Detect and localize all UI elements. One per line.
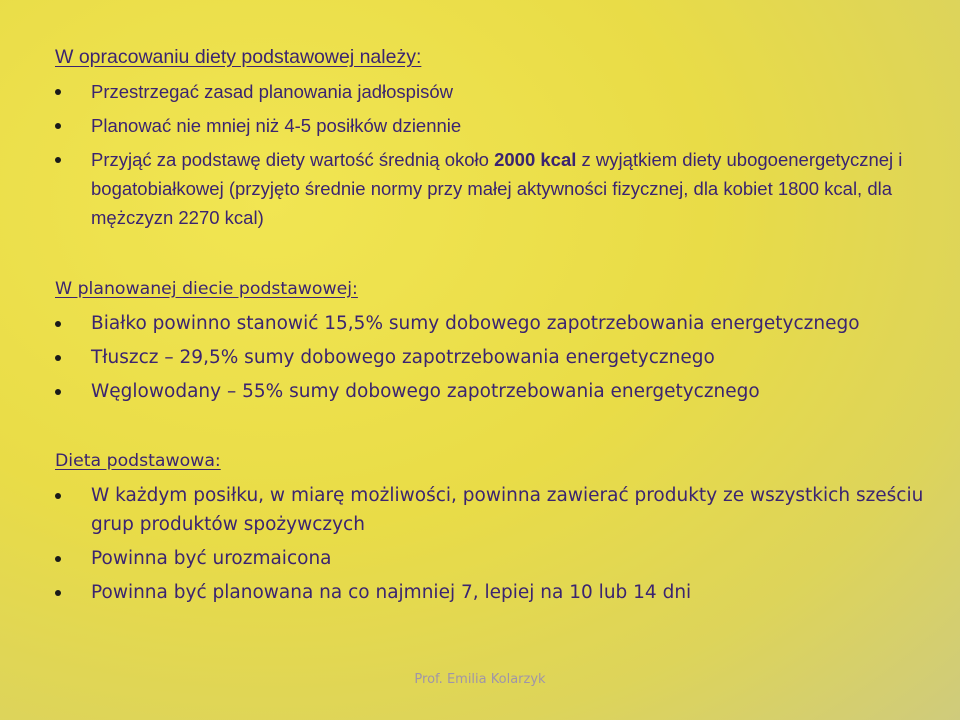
list-item — [55, 481, 925, 539]
list-item-text: Węglowodany – 55% sumy dobowego zapotrzebowania energetycznego — [91, 381, 760, 402]
bullet-icon — [55, 556, 61, 562]
list-item — [55, 77, 925, 106]
section-basic-diet — [55, 448, 925, 612]
bullet-icon — [55, 590, 61, 596]
list-item-text: Białko powinno stanowić 15,5% sumy dobowego zapotrzebowania energetycznego — [91, 313, 860, 334]
list-item-text-bold: 2000 kcal — [494, 149, 577, 170]
list-item — [55, 309, 925, 338]
bullet-list — [55, 481, 925, 607]
list-item-text: Przestrzegać zasad planowania jadłospisów — [91, 81, 453, 102]
section-diet-development — [55, 44, 925, 237]
section-heading: W opracowaniu diety podstawowej należy: — [55, 46, 422, 68]
bullet-icon — [55, 123, 61, 129]
list-item-text-after: z wyjątkiem diety ubogoenergetycznej i bogatobiałkowej (przyjęto średnie normy przy małej aktywności fizycznej, dla kobiet 1800 kcal, dla mężczyzn 2270 kcal) — [91, 149, 903, 228]
bullet-icon — [55, 89, 61, 95]
list-item-text: Powinna być planowana na co najmniej 7, lepiej na 10 lub 14 dni — [91, 582, 692, 603]
section-planned-diet — [55, 276, 925, 411]
bullet-icon — [55, 493, 61, 499]
bullet-icon — [55, 321, 61, 327]
list-item-text: Powinna być urozmaicona — [91, 548, 332, 569]
list-item — [55, 544, 925, 573]
section-heading: Dieta podstawowa: — [55, 451, 221, 471]
bullet-icon — [55, 389, 61, 395]
list-item — [55, 145, 925, 232]
list-item-text: Planować nie mniej niż 4-5 posiłków dziennie — [91, 115, 462, 136]
bullet-list — [55, 309, 925, 406]
list-item — [55, 343, 925, 372]
footer-author: Prof. Emilia Kolarzyk — [414, 672, 546, 687]
bullet-list — [55, 77, 925, 232]
bullet-icon — [55, 157, 61, 163]
list-item-text: W każdym posiłku, w miarę możliwości, powinna zawierać produkty ze wszystkich sześciu grup produktów spożywczych — [91, 485, 924, 535]
list-item-text-before: Przyjąć za podstawę diety wartość średnią około — [91, 149, 495, 170]
list-item — [55, 377, 925, 406]
section-heading: W planowanej diecie podstawowej: — [55, 279, 358, 299]
list-item — [55, 111, 925, 140]
bullet-icon — [55, 355, 61, 361]
list-item-text: Tłuszcz – 29,5% sumy dobowego zapotrzebowania energetycznego — [91, 347, 715, 368]
list-item — [55, 578, 925, 607]
